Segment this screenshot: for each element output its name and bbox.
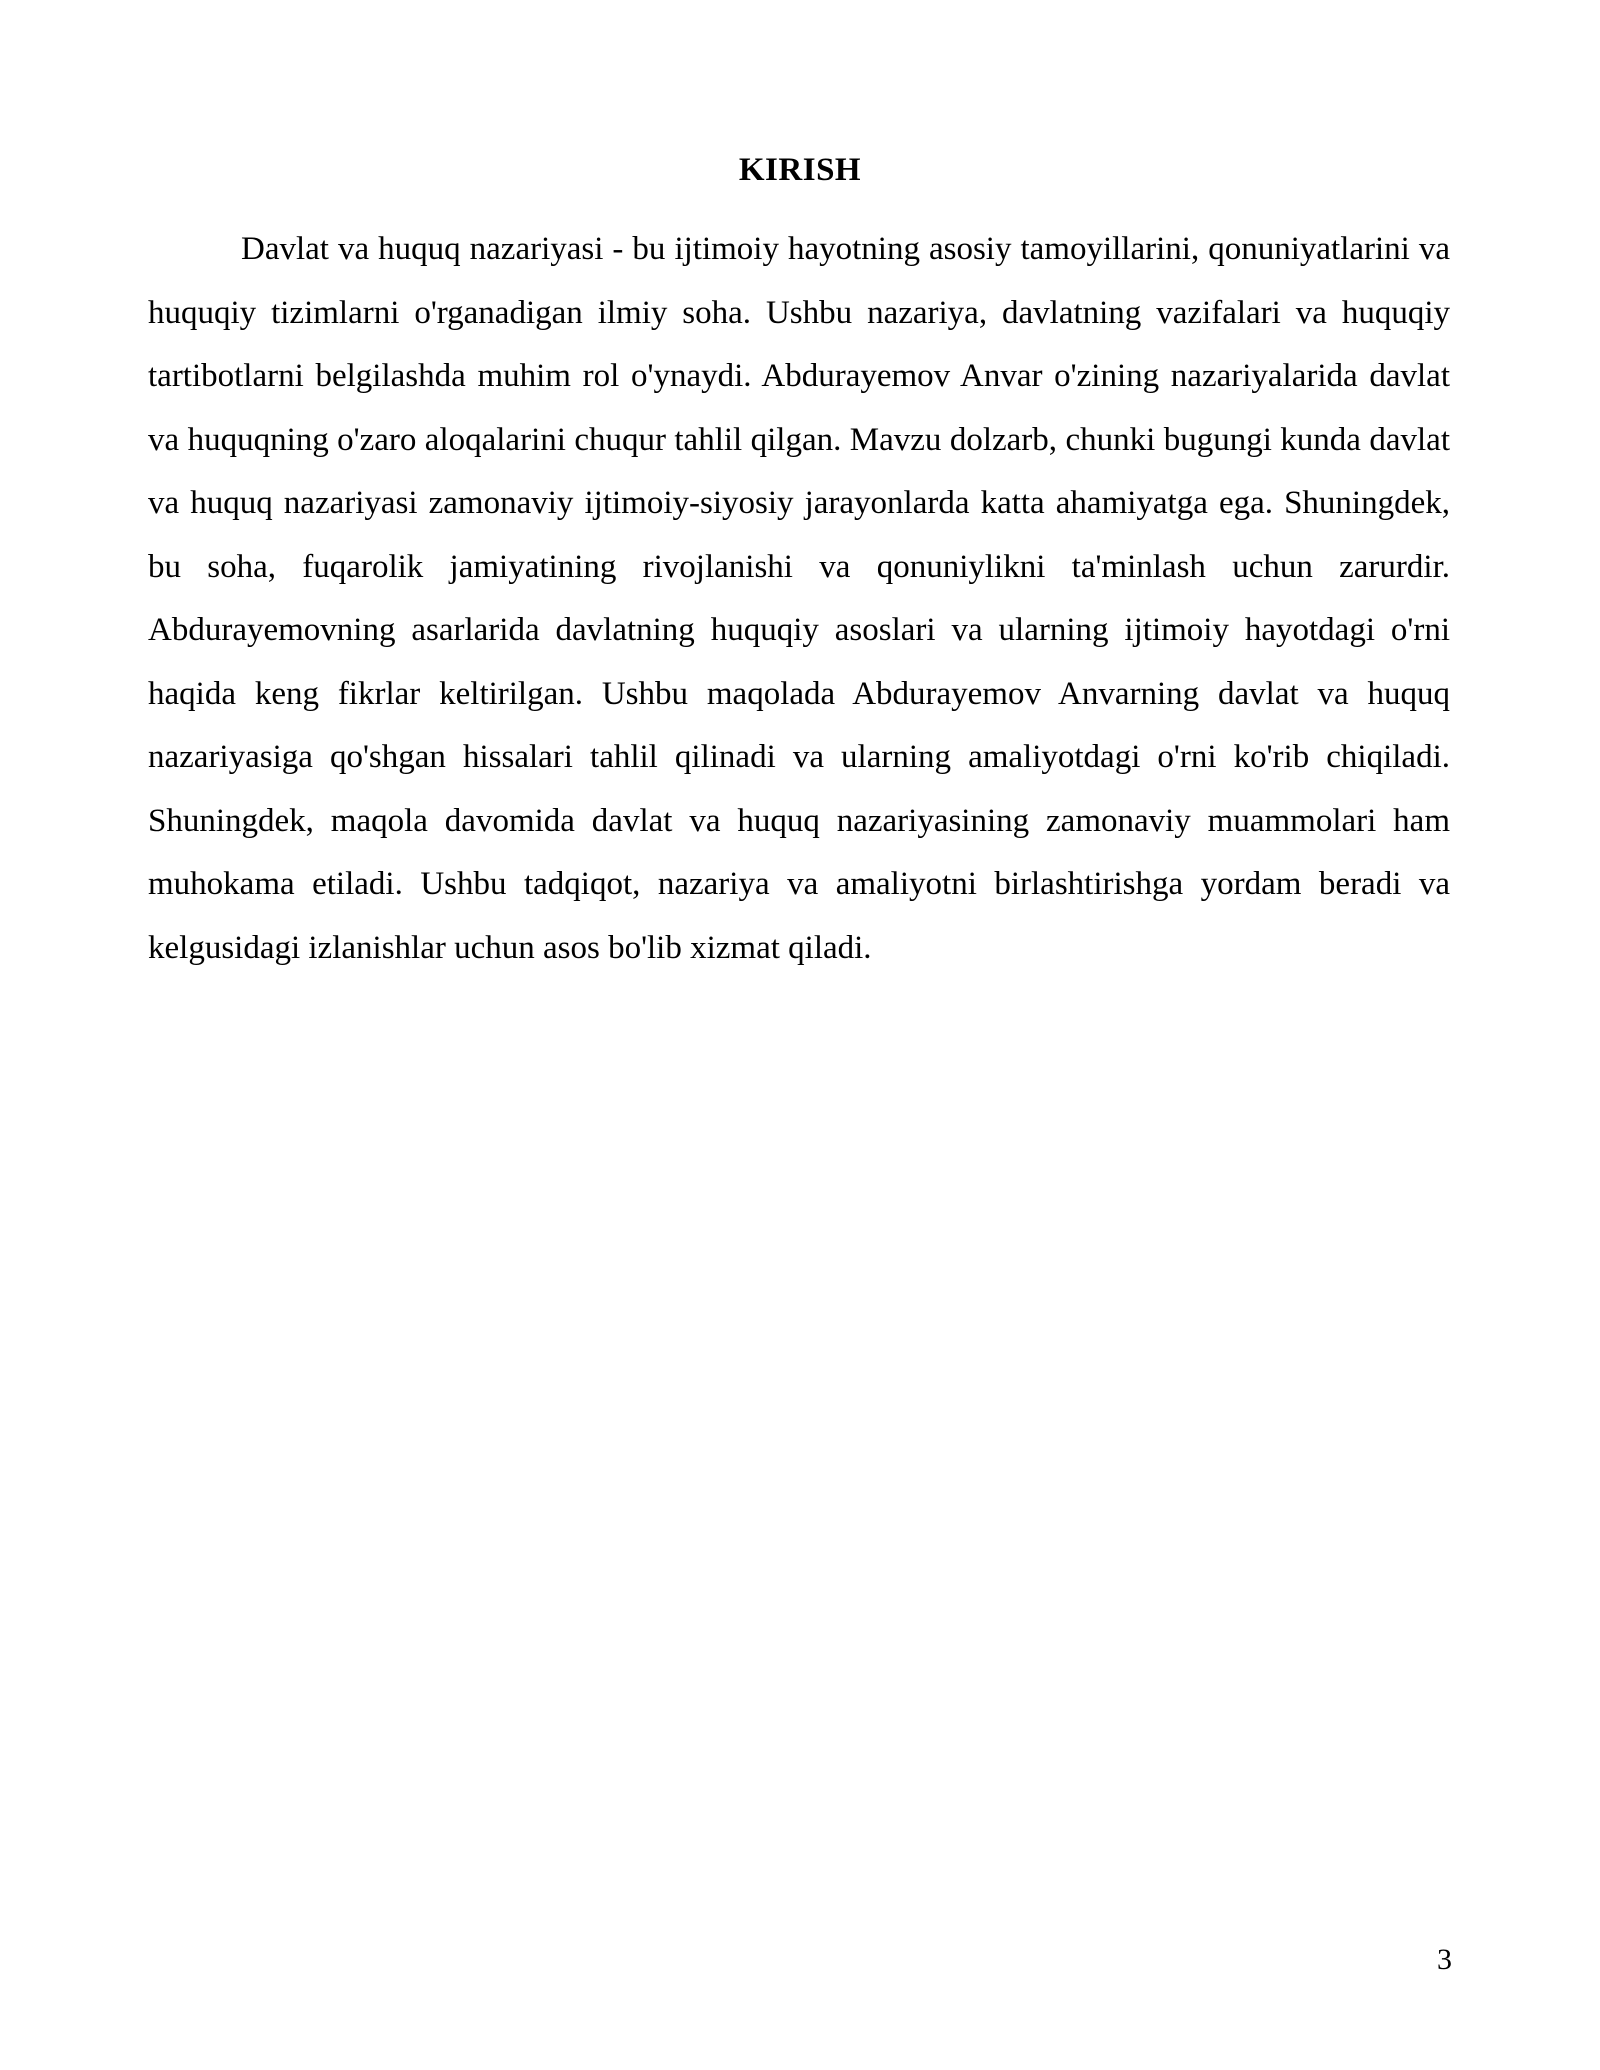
section-heading: KIRISH [738,152,862,188]
body-paragraph: Davlat va huquq nazariyasi - bu ijtimoiy hayotning asosiy tamoyillarini, qonuniyatlarini va huquqiy tizimlarni o'rganadigan ilmiy soha. Ushbu nazariya, davlatning vazifalari va huquqiy tartibotlarni belgilashda muhim rol o'ynaydi. Abdurayemov Anvar o'zining nazariyalarida davlat va huquqning o'zaro aloqalarini chuqur tahlil qilgan. Mavzu dolzarb, chunki bugungi kunda davlat va huquq nazariyasi zamonaviy ijtimoiy-siyosiy jarayonlarda katta ahamiyatga ega. Shuningdek, bu soha, fuqarolik jamiyatining rivojlanishi va qonuniylikni ta'minlash uchun zarurdir. Abdurayemovning asarlarida davlatning huquqiy asoslari va ularning ijtimoiy hayotdagi o'rni haqida keng fikrlar keltirilgan. Ushbu maqolada Abdurayemov Anvarning davlat va huquq nazariyasiga qo'shgan hissalari tahlil qilinadi va ularning amaliyotdagi o'rni ko'rib chiqiladi. Shuningdek, maqola davomida davlat va huquq nazariyasining zamonaviy muammolari ham muhokama etiladi. Ushbu tadqiqot, nazariya va amaliyotni birlashtirishga yordam beradi va kelgusidagi izlanishlar uchun asos bo'lib xizmat qiladi. [148,231,1450,966]
page-number: 3 [1437,1943,1452,1976]
